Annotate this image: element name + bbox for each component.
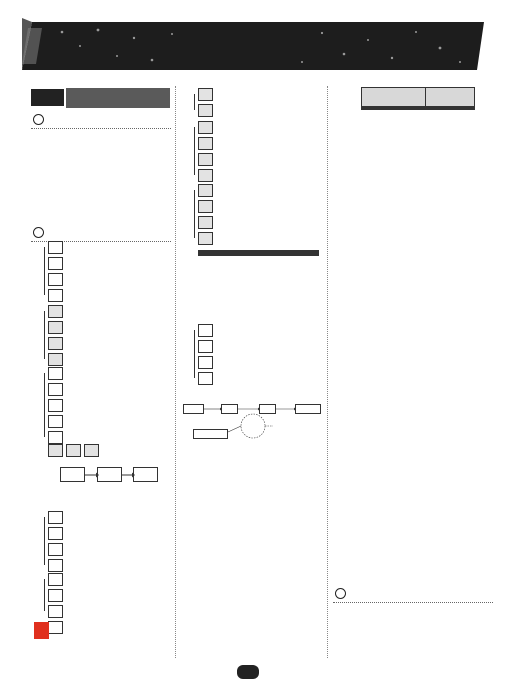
- q16-cell: [426, 109, 475, 110]
- section-c-rule: [333, 602, 493, 603]
- column-divider-left: [175, 86, 176, 658]
- box-connector: [44, 373, 45, 437]
- box-connector: [194, 94, 195, 110]
- answer-box: [198, 104, 213, 117]
- page-number: [237, 665, 259, 679]
- section-b-heading: [31, 227, 44, 240]
- answer-box: [198, 216, 213, 229]
- answer-box: [48, 543, 63, 556]
- box-connector: [194, 190, 195, 238]
- answer-box: [198, 121, 213, 134]
- box-connector: [44, 579, 45, 611]
- answer-box: [48, 289, 63, 302]
- answer-box: [198, 232, 213, 245]
- answer-box: [84, 444, 99, 457]
- answer-box: [198, 324, 213, 337]
- box-connector: [44, 247, 45, 295]
- answer-box: [48, 305, 63, 318]
- answer-box: [48, 321, 63, 334]
- answer-box: [48, 605, 63, 618]
- q5-flow-diagram: [60, 467, 158, 483]
- title-banner: [22, 18, 484, 74]
- box-connector: [194, 127, 195, 175]
- answer-box: [48, 573, 63, 586]
- q11-cell: [233, 255, 277, 256]
- answer-box: [198, 88, 213, 101]
- answer-box: [48, 257, 63, 270]
- answer-box: [198, 137, 213, 150]
- answer-box: [198, 184, 213, 197]
- answer-box: [48, 353, 63, 366]
- section-a-rule: [31, 128, 171, 129]
- answer-box: [48, 415, 63, 428]
- answer-box: [48, 444, 63, 457]
- chapter-label: [31, 89, 64, 106]
- topbooks-logo: [2, 643, 176, 680]
- answer-box: [48, 431, 63, 444]
- q11-cell: [199, 255, 233, 256]
- highlight-square: [34, 622, 49, 639]
- column-divider-right: [327, 86, 328, 658]
- box-connector: [194, 330, 195, 378]
- answer-box: [198, 356, 213, 369]
- q16-header-2: [426, 88, 475, 107]
- q13-function-diagram: [183, 396, 325, 442]
- answer-box: [48, 621, 63, 634]
- q16-cell: [362, 109, 426, 110]
- answer-box: [198, 372, 213, 385]
- answer-box: [48, 273, 63, 286]
- q11-cell: [277, 255, 319, 256]
- answer-box: [48, 589, 63, 602]
- answer-box: [198, 340, 213, 353]
- q16-table: [361, 87, 475, 110]
- answer-box: [198, 200, 213, 213]
- box-connector: [44, 517, 45, 565]
- answer-box: [66, 444, 81, 457]
- q11-table: [198, 250, 319, 256]
- answer-box: [48, 559, 63, 572]
- section-a-heading: [31, 114, 44, 127]
- answer-box: [48, 241, 63, 254]
- answer-box: [48, 527, 63, 540]
- chapter-title: [66, 88, 170, 108]
- answer-box: [198, 169, 213, 182]
- answer-box: [48, 383, 63, 396]
- answer-box: [48, 367, 63, 380]
- q16-header-1: [362, 88, 426, 107]
- answer-box: [48, 337, 63, 350]
- box-connector: [44, 311, 45, 359]
- section-c-heading: [333, 588, 346, 601]
- answer-box: [48, 399, 63, 412]
- answer-box: [198, 153, 213, 166]
- answer-box: [48, 511, 63, 524]
